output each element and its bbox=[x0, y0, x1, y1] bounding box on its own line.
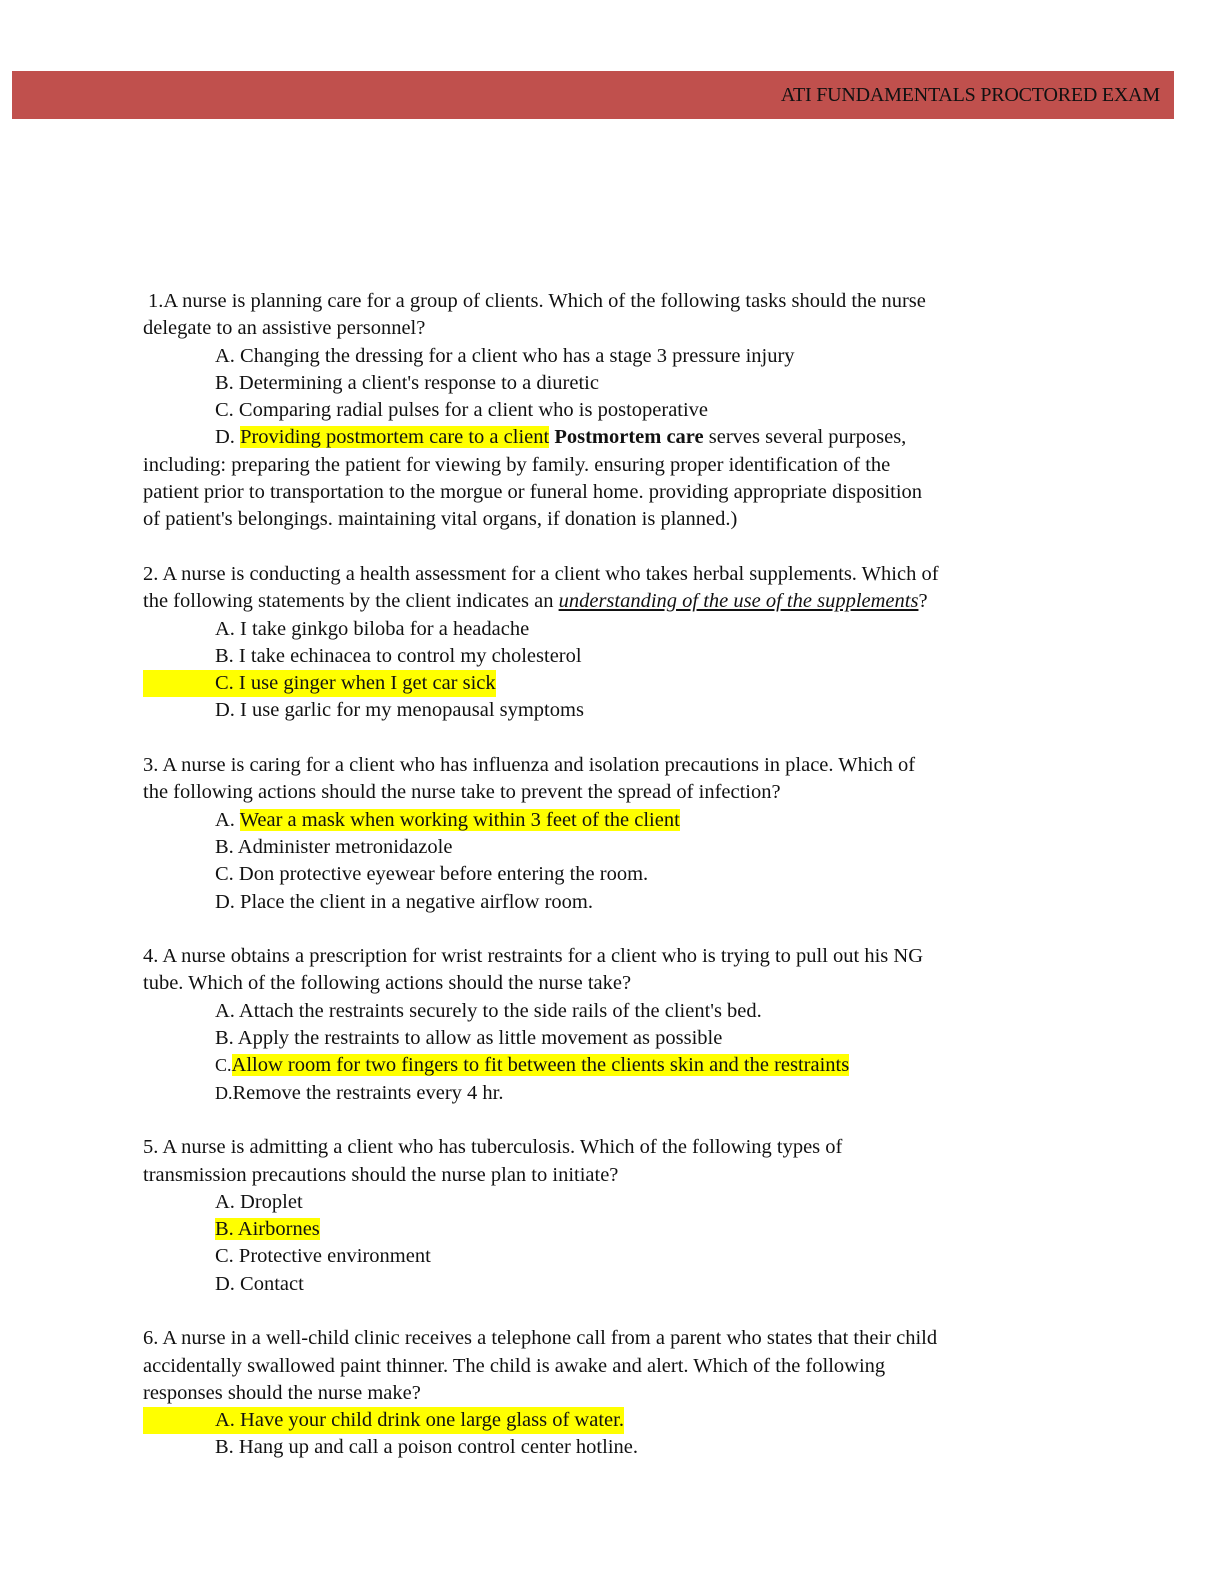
highlighted-answer bbox=[143, 670, 496, 697]
explanation-line: patient prior to transportation to the morgue or funeral home. providing appropriate disposition bbox=[143, 481, 923, 504]
question-stem-cont: the following actions should the nurse take to prevent the spread of infection? bbox=[143, 781, 781, 804]
option-d: D. I use garlic for my menopausal symptoms bbox=[215, 699, 584, 722]
question-stem-cont: accidentally swallowed paint thinner. The child is awake and alert. Which of the following bbox=[143, 1354, 886, 1377]
question-1 bbox=[143, 288, 1083, 534]
option-d: D. Contact bbox=[215, 1272, 304, 1295]
answer-text: A. Have your child drink one large glass of water. bbox=[215, 1409, 624, 1432]
highlighted-answer: Allow room for two fingers to fit between the clients skin and the restraints bbox=[231, 1054, 850, 1077]
stem-punct: ? bbox=[918, 590, 928, 613]
option-c: C. Protective environment bbox=[215, 1245, 431, 1268]
question-6 bbox=[143, 1325, 1083, 1461]
option-b bbox=[143, 1216, 1083, 1243]
explanation-text: serves several purposes, bbox=[703, 426, 907, 449]
option-letter: D. bbox=[215, 426, 241, 449]
option-b: B. Hang up and call a poison control center hotline. bbox=[215, 1436, 638, 1459]
option-a: A. Changing the dressing for a client who has a stage 3 pressure injury bbox=[215, 344, 795, 367]
option-letter: A. bbox=[215, 808, 240, 831]
highlighted-answer: B. Airbornes bbox=[215, 1218, 320, 1241]
question-4 bbox=[143, 943, 1083, 1107]
option-c-answer bbox=[143, 670, 1083, 697]
highlighted-answer: Wear a mask when working within 3 feet of the client bbox=[239, 808, 680, 831]
question-stem: 2. A nurse is conducting a health assessment for a client who takes herbal supplements. Which of bbox=[143, 562, 939, 585]
question-stem-cont: tube. Which of the following actions should the nurse take? bbox=[143, 972, 632, 995]
question-stem-cont: responses should the nurse make? bbox=[143, 1381, 421, 1404]
option-c: C. Don protective eyewear before entering the room. bbox=[215, 863, 649, 886]
header-band bbox=[12, 71, 1174, 119]
question-stem-cont bbox=[143, 588, 1083, 615]
option-c bbox=[143, 1052, 1083, 1079]
stem-text: the following statements by the client indicates an bbox=[143, 590, 559, 613]
answer-text: C. I use ginger when I get car sick bbox=[215, 672, 496, 695]
option-a: A. I take ginkgo biloba for a headache bbox=[215, 617, 530, 640]
highlighted-answer: Providing postmortem care to a client bbox=[240, 426, 550, 449]
option-letter: D. bbox=[215, 1082, 233, 1103]
question-3 bbox=[143, 752, 1083, 916]
option-d: D. Place the client in a negative airflow room. bbox=[215, 890, 593, 913]
question-stem: 1.A nurse is planning care for a group of clients. Which of the following tasks should the nurse bbox=[148, 290, 926, 312]
question-stem: 4. A nurse obtains a prescription for wrist restraints for a client who is trying to pull out his NG bbox=[143, 945, 924, 968]
question-stem-cont: transmission precautions should the nurse plan to initiate? bbox=[143, 1163, 619, 1186]
explanation-line: including: preparing the patient for viewing by family. ensuring proper identification of the bbox=[143, 453, 891, 476]
option-text: Remove the restraints every 4 hr. bbox=[232, 1081, 504, 1104]
explanation-bold: Postmortem care bbox=[554, 426, 704, 449]
question-5 bbox=[143, 1134, 1083, 1298]
emphasized-phrase: understanding of the use of the supplements bbox=[558, 590, 919, 613]
option-letter: C. bbox=[215, 1055, 232, 1076]
option-a: A. Attach the restraints securely to the side rails of the client's bed. bbox=[215, 999, 762, 1022]
option-b: B. Apply the restraints to allow as little movement as possible bbox=[215, 1027, 723, 1050]
option-b: B. Determining a client's response to a diuretic bbox=[215, 371, 599, 394]
question-2 bbox=[143, 561, 1083, 725]
option-a: A. Droplet bbox=[215, 1190, 303, 1213]
explanation-line: of patient's belongings. maintaining vital organs, if donation is planned.) bbox=[143, 508, 738, 531]
option-b: B. I take echinacea to control my cholesterol bbox=[215, 644, 582, 667]
question-stem: 5. A nurse is admitting a client who has tuberculosis. Which of the following types of bbox=[143, 1136, 843, 1159]
exam-content bbox=[143, 288, 1083, 1462]
option-c: C. Comparing radial pulses for a client who is postoperative bbox=[215, 399, 709, 422]
option-a bbox=[143, 807, 1083, 834]
document-title: ATI FUNDAMENTALS PROCTORED EXAM bbox=[780, 84, 1160, 106]
option-b: B. Administer metronidazole bbox=[215, 835, 453, 858]
option-d bbox=[143, 1080, 1083, 1107]
question-stem-cont: delegate to an assistive personnel? bbox=[143, 317, 426, 340]
question-stem: 3. A nurse is caring for a client who has influenza and isolation precautions in place. Which of bbox=[143, 754, 916, 777]
option-d bbox=[143, 424, 1083, 451]
question-stem: 6. A nurse in a well-child clinic receives a telephone call from a parent who states that their child bbox=[143, 1327, 938, 1350]
highlighted-answer bbox=[143, 1407, 624, 1434]
option-a-answer bbox=[143, 1407, 1083, 1434]
